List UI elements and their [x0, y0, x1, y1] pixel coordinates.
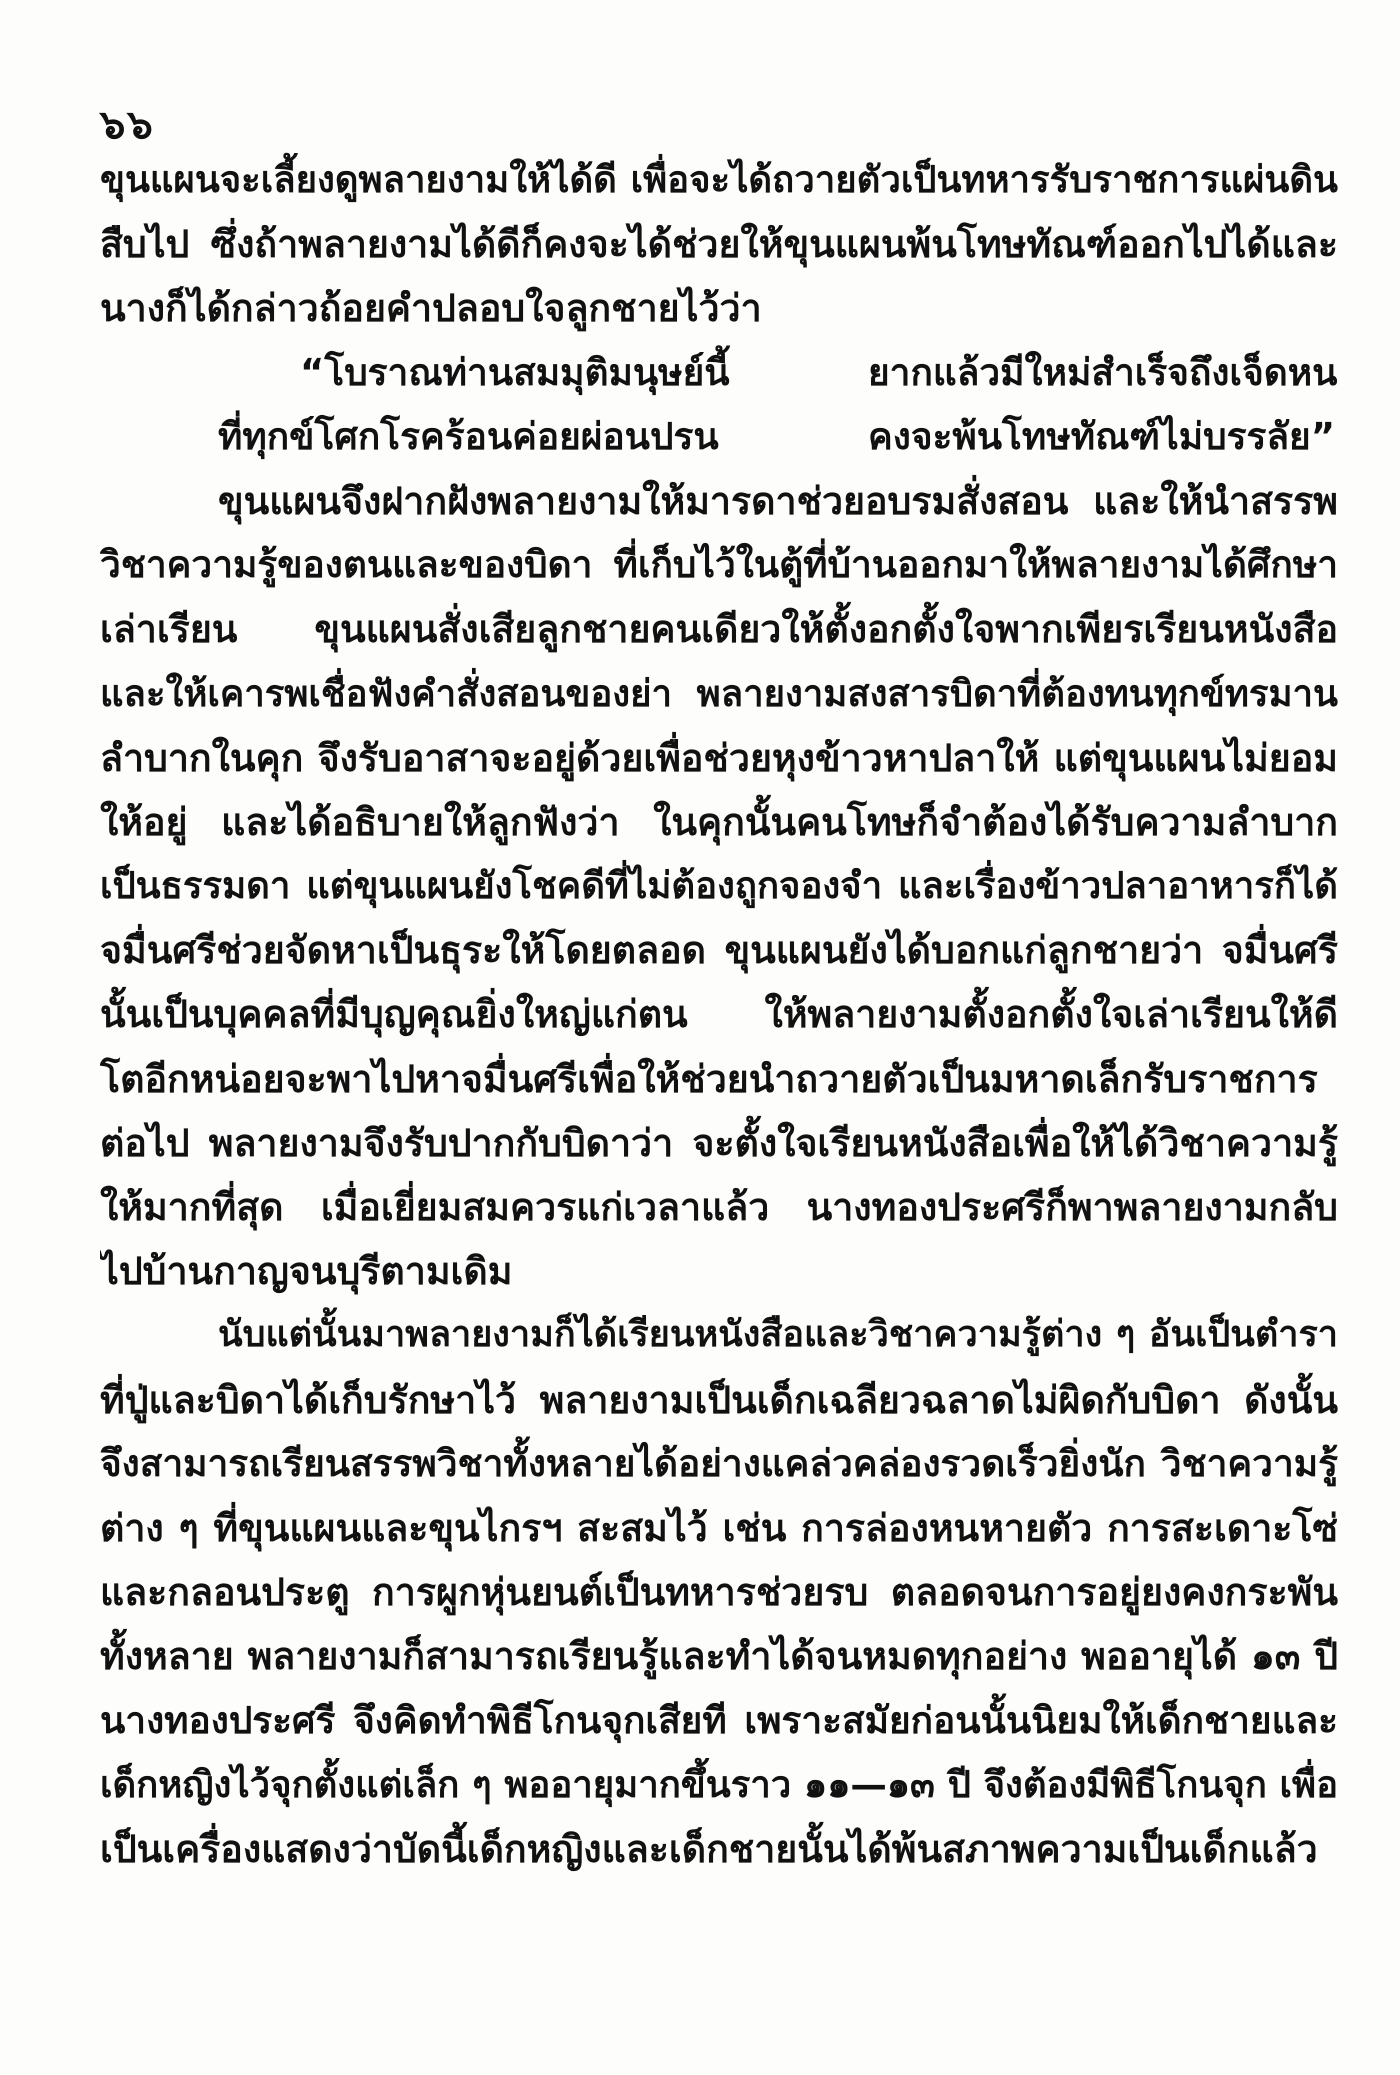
paragraph-2-line: ต่าง ๆ ที่ขุนแผนและขุนไกรฯ สะสมไว้ เช่น การล่องหนหายตัว การสะเดาะโซ่ — [100, 1505, 1338, 1550]
paragraph-2-line: ที่ปู่และบิดาได้เก็บรักษาไว้ พลายงามเป็นเด็กเฉลียวฉลาดไม่ผิดกับบิดา ดังนั้น — [100, 1377, 1338, 1422]
paragraph-1-line: นั้นเป็นบุคคลที่มีบุญคุณยิ่งใหญ่แก่ตน ให้พลายงามตั้งอกตั้งใจเล่าเรียนให้ดี — [100, 992, 1338, 1037]
text-line: ขุนแผนจะเลี้ยงดูพลายงามให้ได้ดี เพื่อจะได้ถวายตัวเป็นทหารรับราชการแผ่นดิน — [100, 158, 1338, 201]
paragraph-2-line: ทั้งหลาย พลายงามก็สามารถเรียนรู้และทำได้จนหมดทุกอย่าง พออายุได้ ๑๓ ปี — [100, 1634, 1338, 1679]
paragraph-1-line: ขุนแผนจึงฝากฝังพลายงามให้มารดาช่วยอบรมสั่งสอน และให้นำสรรพ — [218, 478, 1338, 523]
paragraph-1-line: จมื่นศรีช่วยจัดหาเป็นธุระให้โดยตลอด ขุนแผนยังได้บอกแก่ลูกชายว่า จมื่นศรี — [100, 928, 1338, 973]
paragraph-2-line: เด็กหญิงไว้จุกตั้งแต่เล็ก ๆ พออายุมากขึ้นราว ๑๑—๑๓ ปี จึงต้องมีพิธีโกนจุก เพื่อ — [100, 1762, 1338, 1806]
verse-line-1 — [100, 341, 1338, 405]
verse-line-1-right: ยากแล้วมีใหม่สำเร็จถึงเจ็ดหน — [868, 350, 1338, 394]
paragraph-1-line: ไปบ้านกาญจนบุรีตามเดิม — [100, 1249, 513, 1294]
paragraph-1-line: เป็นธรรมดา แต่ขุนแผนยังโชคดีที่ไม่ต้องถูกจองจำ และเรื่องข้าวปลาอาหารก็ได้ — [100, 864, 1338, 908]
paragraph-2-line: จึงสามารถเรียนสรรพวิชาทั้งหลายได้อย่างแคล่วคล่องรวดเร็วยิ่งนัก วิชาความรู้ — [100, 1441, 1338, 1485]
paragraph-2-line: นับแต่นั้นมาพลายงามก็ได้เรียนหนังสือและวิชาความรู้ต่าง ๆ อันเป็นตำรา — [218, 1314, 1338, 1356]
paragraph-1-line: ต่อไป พลายงามจึงรับปากกับบิดาว่า จะตั้งใจเรียนหนังสือเพื่อให้ได้วิชาความรู้ — [100, 1120, 1338, 1165]
verse-line-2 — [100, 405, 1338, 469]
paragraph-1-line: ให้อยู่ และได้อธิบายให้ลูกฟังว่า ในคุกนั้นคนโทษก็จำต้องได้รับความลำบาก — [100, 799, 1338, 844]
text-line: สืบไป ซึ่งถ้าพลายงามได้ดีก็คงจะได้ช่วยให้ขุนแผนพ้นโทษทัณฑ์ออกไปได้และ — [100, 222, 1338, 267]
paragraph-2-line: เป็นเครื่องแสดงว่าบัดนี้เด็กหญิงและเด็กชายนั้นได้พ้นสภาพความเป็นเด็กแล้ว — [100, 1826, 1318, 1871]
paragraph-2-line: และกลอนประตู การผูกหุ่นยนต์เป็นทหารช่วยรบ ตลอดจนการอยู่ยงคงกระพัน — [100, 1570, 1338, 1615]
body-text — [100, 148, 1338, 1881]
paragraph-1-line: ให้มากที่สุด เมื่อเยี่ยมสมควรแก่เวลาแล้ว นางทองประศรีก็พาพลายงามกลับ — [100, 1185, 1338, 1229]
verse-line-1-left: “โบราณท่านสมมุติมนุษย์นี้ — [300, 350, 730, 394]
verse-line-2-left: ที่ทุกข์โศกโรคร้อนค่อยผ่อนปรน — [218, 414, 719, 458]
paragraph-1-line: โตอีกหน่อยจะพาไปหาจมื่นศรีเพื่อให้ช่วยนำถวายตัวเป็นมหาดเล็กรับราชการ — [100, 1056, 1318, 1101]
page-number: ๖๖ — [100, 102, 155, 148]
paragraph-1-line: ลำบากในคุก จึงรับอาสาจะอยู่ด้วยเพื่อช่วยหุงข้าวหาปลาให้ แต่ขุนแผนไม่ยอม — [100, 735, 1338, 780]
paragraph-1-line: วิชาความรู้ของตนและของบิดา ที่เก็บไว้ในตู้ที่บ้านออกมาให้พลายงามได้ศึกษา — [100, 543, 1338, 587]
paragraph-2-line: นางทองประศรี จึงคิดทำพิธีโกนจุกเสียที เพราะสมัยก่อนนั้นนิยมให้เด็กชายและ — [100, 1698, 1338, 1742]
paragraph-1-line: และให้เคารพเชื่อฟังคำสั่งสอนของย่า พลายงามสงสารบิดาที่ต้องทนทุกข์ทรมาน — [100, 671, 1338, 715]
text-line: นางก็ได้กล่าวถ้อยคำปลอบใจลูกชายไว้ว่า — [100, 286, 762, 331]
paragraph-1-line: เล่าเรียน ขุนแผนสั่งเสียลูกชายคนเดียวให้ตั้งอกตั้งใจพากเพียรเรียนหนังสือ — [100, 607, 1338, 652]
verse-line-2-right: คงจะพ้นโทษทัณฑ์ไม่บรรลัย” — [868, 414, 1336, 458]
